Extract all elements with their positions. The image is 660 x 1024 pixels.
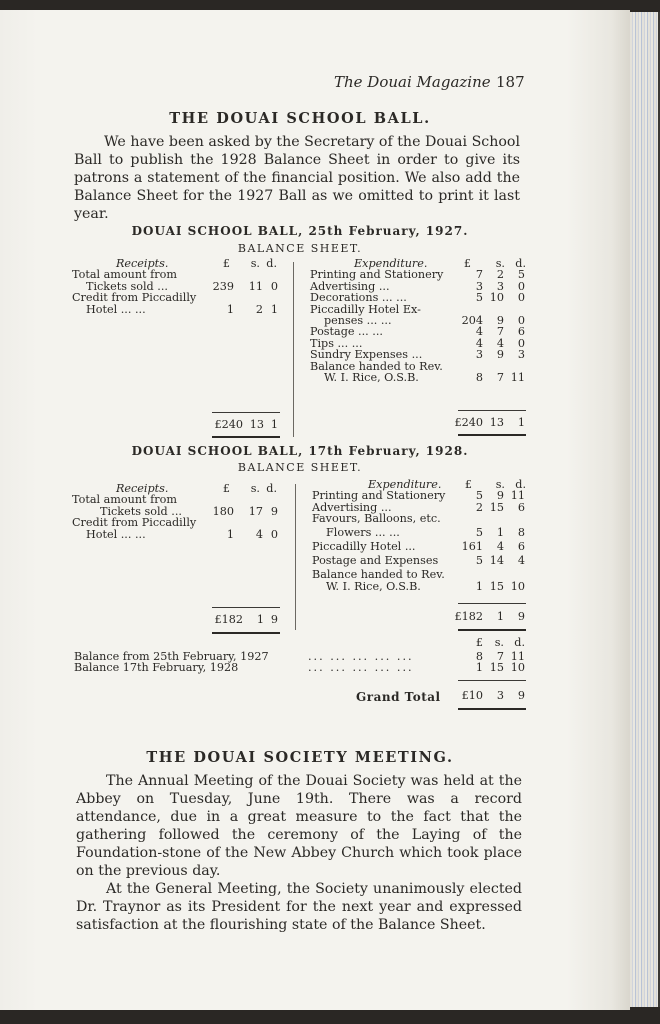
exp-pence: 0 [517,313,525,327]
total-pounds: £182 [454,610,483,623]
exp-shillings: 4 [496,540,504,554]
exp-line: Favours, Balloons, etc. [312,512,441,526]
col-shillings: s. [494,636,504,649]
exp-pounds: 4 [475,336,483,350]
exp-pounds: 5 [475,291,483,305]
exp-1928-rule [458,603,526,604]
exp-line: Sundry Expenses ... [310,348,423,362]
col-pounds: £ [475,636,483,649]
grand-pounds: £10 [461,689,483,702]
exp-shillings: 9 [496,348,504,362]
col-pounds: £ [464,478,472,491]
exp-pounds: 204 [461,313,483,327]
receipts-1928-rule [212,607,280,608]
society-paragraph-2: At the General Meeting, the Society unanimously elected Dr. Traynor as its President for the next year and expressed satisfaction at the flourishing state of the Balance Sheet. [76,881,522,933]
exp-1927-rule [458,410,526,411]
receipts-label: Receipts. [116,482,169,495]
exp-shillings: 9 [496,313,504,327]
exp-shillings: 4 [496,336,504,350]
exp-line: Printing and Stationery [310,268,444,282]
exp-shillings: 2 [496,268,504,282]
sheet-1928-expenditure [312,479,528,592]
total-pounds: £240 [214,418,243,431]
exp-pounds: 5 [475,489,483,503]
total-shillings: 13 [249,418,264,431]
total-pence: 1 [517,416,525,429]
receipts-1927-double-rule [212,436,280,438]
receipts-1928-double-rule [212,632,280,634]
exp-pounds: 7 [475,268,483,282]
col-pence: d. [266,257,277,270]
sheet-1928-subtitle: BALANCE SHEET. [237,461,363,474]
exp-1927-total [440,417,528,428]
sheet-1927-subtitle: BALANCE SHEET. [237,242,363,255]
summary-pence: 10 [510,661,525,675]
receipt-line: Tickets sold ... [100,504,182,518]
exp-line: Printing and Stationery [312,489,446,503]
exp-pence: 6 [517,540,525,554]
exp-pence: 0 [517,291,525,305]
total-pounds: £182 [214,613,243,626]
receipt-pence: 0 [270,279,278,293]
exp-line: Balance handed to Rev. [310,359,443,373]
page-number: 187 [496,73,525,91]
col-pence: d. [266,482,277,495]
col-shillings: s. [495,257,505,270]
receipt-pounds: 1 [226,302,234,316]
exp-pounds: 3 [475,279,483,293]
receipt-line: Total amount from [72,493,177,507]
exp-pounds: 161 [461,540,483,554]
receipt-pounds: 1 [226,527,234,541]
expenditure-label: Expenditure. [354,257,428,270]
receipt-line: Hotel ... ... [86,527,146,541]
ball-intro [74,133,520,223]
col-pounds: £ [222,257,230,270]
exp-pence: 0 [517,279,525,293]
grand-total [440,690,528,701]
exp-shillings: 7 [496,325,504,339]
receipt-pounds: 239 [212,279,234,293]
exp-shillings: 15 [489,500,504,514]
exp-shillings: 9 [496,489,504,503]
receipt-line: Tickets sold ... [86,279,168,293]
exp-pounds: 1 [475,579,483,593]
grand-total-label: Grand Total [356,690,441,704]
grand-total-rule [458,708,526,710]
col-pence: d. [514,636,525,649]
exp-pounds: 3 [475,348,483,362]
receipt-line: Total amount from [72,268,177,282]
ball-intro-text: We have been asked by the Secretary of the Douai School Ball to publish the 1928 Balance Sheet in order to give its patrons a statement of the financial position. We also add the Balance Sheet for the 1927 Ball as we omitted to print it last year. [74,134,520,222]
exp-line: W. I. Rice, O.S.B. [324,370,419,384]
receipt-pence: 9 [270,504,278,518]
exp-line: penses ... ... [324,313,392,327]
summary-rows [74,651,528,674]
exp-line: Postage ... ... [310,325,383,339]
total-shillings: 1 [496,610,504,623]
summary-pence: 11 [510,650,525,663]
exp-shillings: 10 [489,291,504,305]
exp-line: Postage and Expenses [312,554,439,568]
grand-shillings: 3 [496,689,504,702]
summary-shillings: 15 [489,661,504,675]
col-pence: d. [515,478,526,491]
exp-1928-double-rule [458,629,526,631]
summary-cols [440,637,528,648]
total-shillings: 13 [489,416,504,429]
total-pence: 9 [517,610,525,623]
receipt-shillings: 17 [248,504,263,518]
receipt-pounds: 180 [212,504,234,518]
society-text [76,772,522,934]
exp-line: Decorations ... ... [310,291,407,305]
sheet-1928-title: DOUAI SCHOOL BALL, 17th February, 1928. [131,444,469,458]
receipts-label: Receipts. [116,257,169,270]
col-pounds: £ [222,482,230,495]
sheet-1927-title: DOUAI SCHOOL BALL, 25th February, 1927. [131,224,469,238]
exp-1927-double-rule [458,434,526,436]
sheet-1927-receipts [72,258,288,315]
receipt-line: Hotel ... ... [86,302,146,316]
summary-label: Balance from 25th February, 1927 [74,650,269,663]
society-heading: THE DOUAI SOCIETY MEETING. [146,749,454,766]
ball-heading: THE DOUAI SCHOOL BALL. [169,110,431,127]
exp-pence: 11 [510,489,525,503]
exp-pounds: 2 [475,500,483,514]
exp-pence: 8 [517,526,525,540]
col-shillings: s. [250,257,260,270]
exp-pence: 0 [517,336,525,350]
exp-line: W. I. Rice, O.S.B. [326,579,421,593]
summary-rule [458,680,526,681]
exp-line: Advertising ... [310,279,390,293]
col-pounds: £ [463,257,471,270]
exp-1928-total [440,611,528,622]
exp-pence: 6 [517,325,525,339]
exp-line: Balance handed to Rev. [312,568,445,582]
exp-line: Piccadilly Hotel ... [312,540,416,554]
exp-pounds: 5 [475,526,483,540]
exp-pounds: 8 [475,370,483,384]
exp-pence: 5 [517,268,525,282]
exp-line: Advertising ... [312,500,392,514]
total-pence: 1 [270,418,278,431]
exp-line: Tips ... ... [310,336,363,350]
exp-line: Piccadilly Hotel Ex- [310,302,421,316]
sheet-1928-receipts [72,483,288,540]
summary-pounds: 1 [475,661,483,675]
summary-dots: ... ... ... ... ... [308,650,414,663]
summary-shillings: 7 [496,650,504,663]
summary-pounds: 8 [475,650,483,663]
receipt-shillings: 2 [255,302,263,316]
exp-shillings: 14 [489,554,504,568]
summary-dots: ... ... ... ... ... [308,661,414,675]
sheet-1928-divider [295,484,296,630]
exp-line: Flowers ... ... [326,526,400,540]
col-pence: d. [515,257,526,270]
grand-pence: 9 [517,689,525,702]
exp-shillings: 7 [496,370,504,384]
total-shillings: 1 [256,613,264,626]
exp-pence: 6 [517,500,525,514]
col-shillings: s. [250,482,260,495]
society-paragraph-1: The Annual Meeting of the Douai Society was held at the Abbey on Tuesday, June 19th. There was a record attendance, due in a great measure to the fact that the gathering followed the ceremony of the Laying of the Foundation-stone of the New Abbey Church which took place on the previous day. [76,773,522,879]
col-shillings: s. [495,478,505,491]
receipt-pence: 1 [270,302,278,316]
receipt-pence: 0 [270,527,278,541]
running-head-title: The Douai Magazine [334,73,491,91]
sheet-1927-expenditure [310,258,528,383]
exp-pence: 10 [510,579,525,593]
exp-pence: 4 [517,554,525,568]
exp-pence: 11 [510,370,525,384]
receipt-line: Credit from Piccadilly [72,291,197,305]
receipts-1928-total [200,614,288,625]
exp-pence: 3 [517,348,525,362]
expenditure-label: Expenditure. [368,478,442,491]
receipt-shillings: 4 [255,527,263,541]
receipts-1927-total [200,419,288,430]
receipts-1927-rule [212,412,280,413]
total-pence: 9 [270,613,278,626]
page-edges [630,12,660,1007]
exp-shillings: 15 [489,579,504,593]
receipt-shillings: 11 [248,279,263,293]
exp-pounds: 4 [475,325,483,339]
exp-shillings: 3 [496,279,504,293]
sheet-1927-divider [293,262,294,437]
receipt-line: Credit from Piccadilly [72,516,197,530]
total-pounds: £240 [454,416,483,429]
exp-shillings: 1 [496,526,504,540]
summary-label: Balance 17th February, 1928 [74,661,239,675]
exp-pounds: 5 [475,554,483,568]
